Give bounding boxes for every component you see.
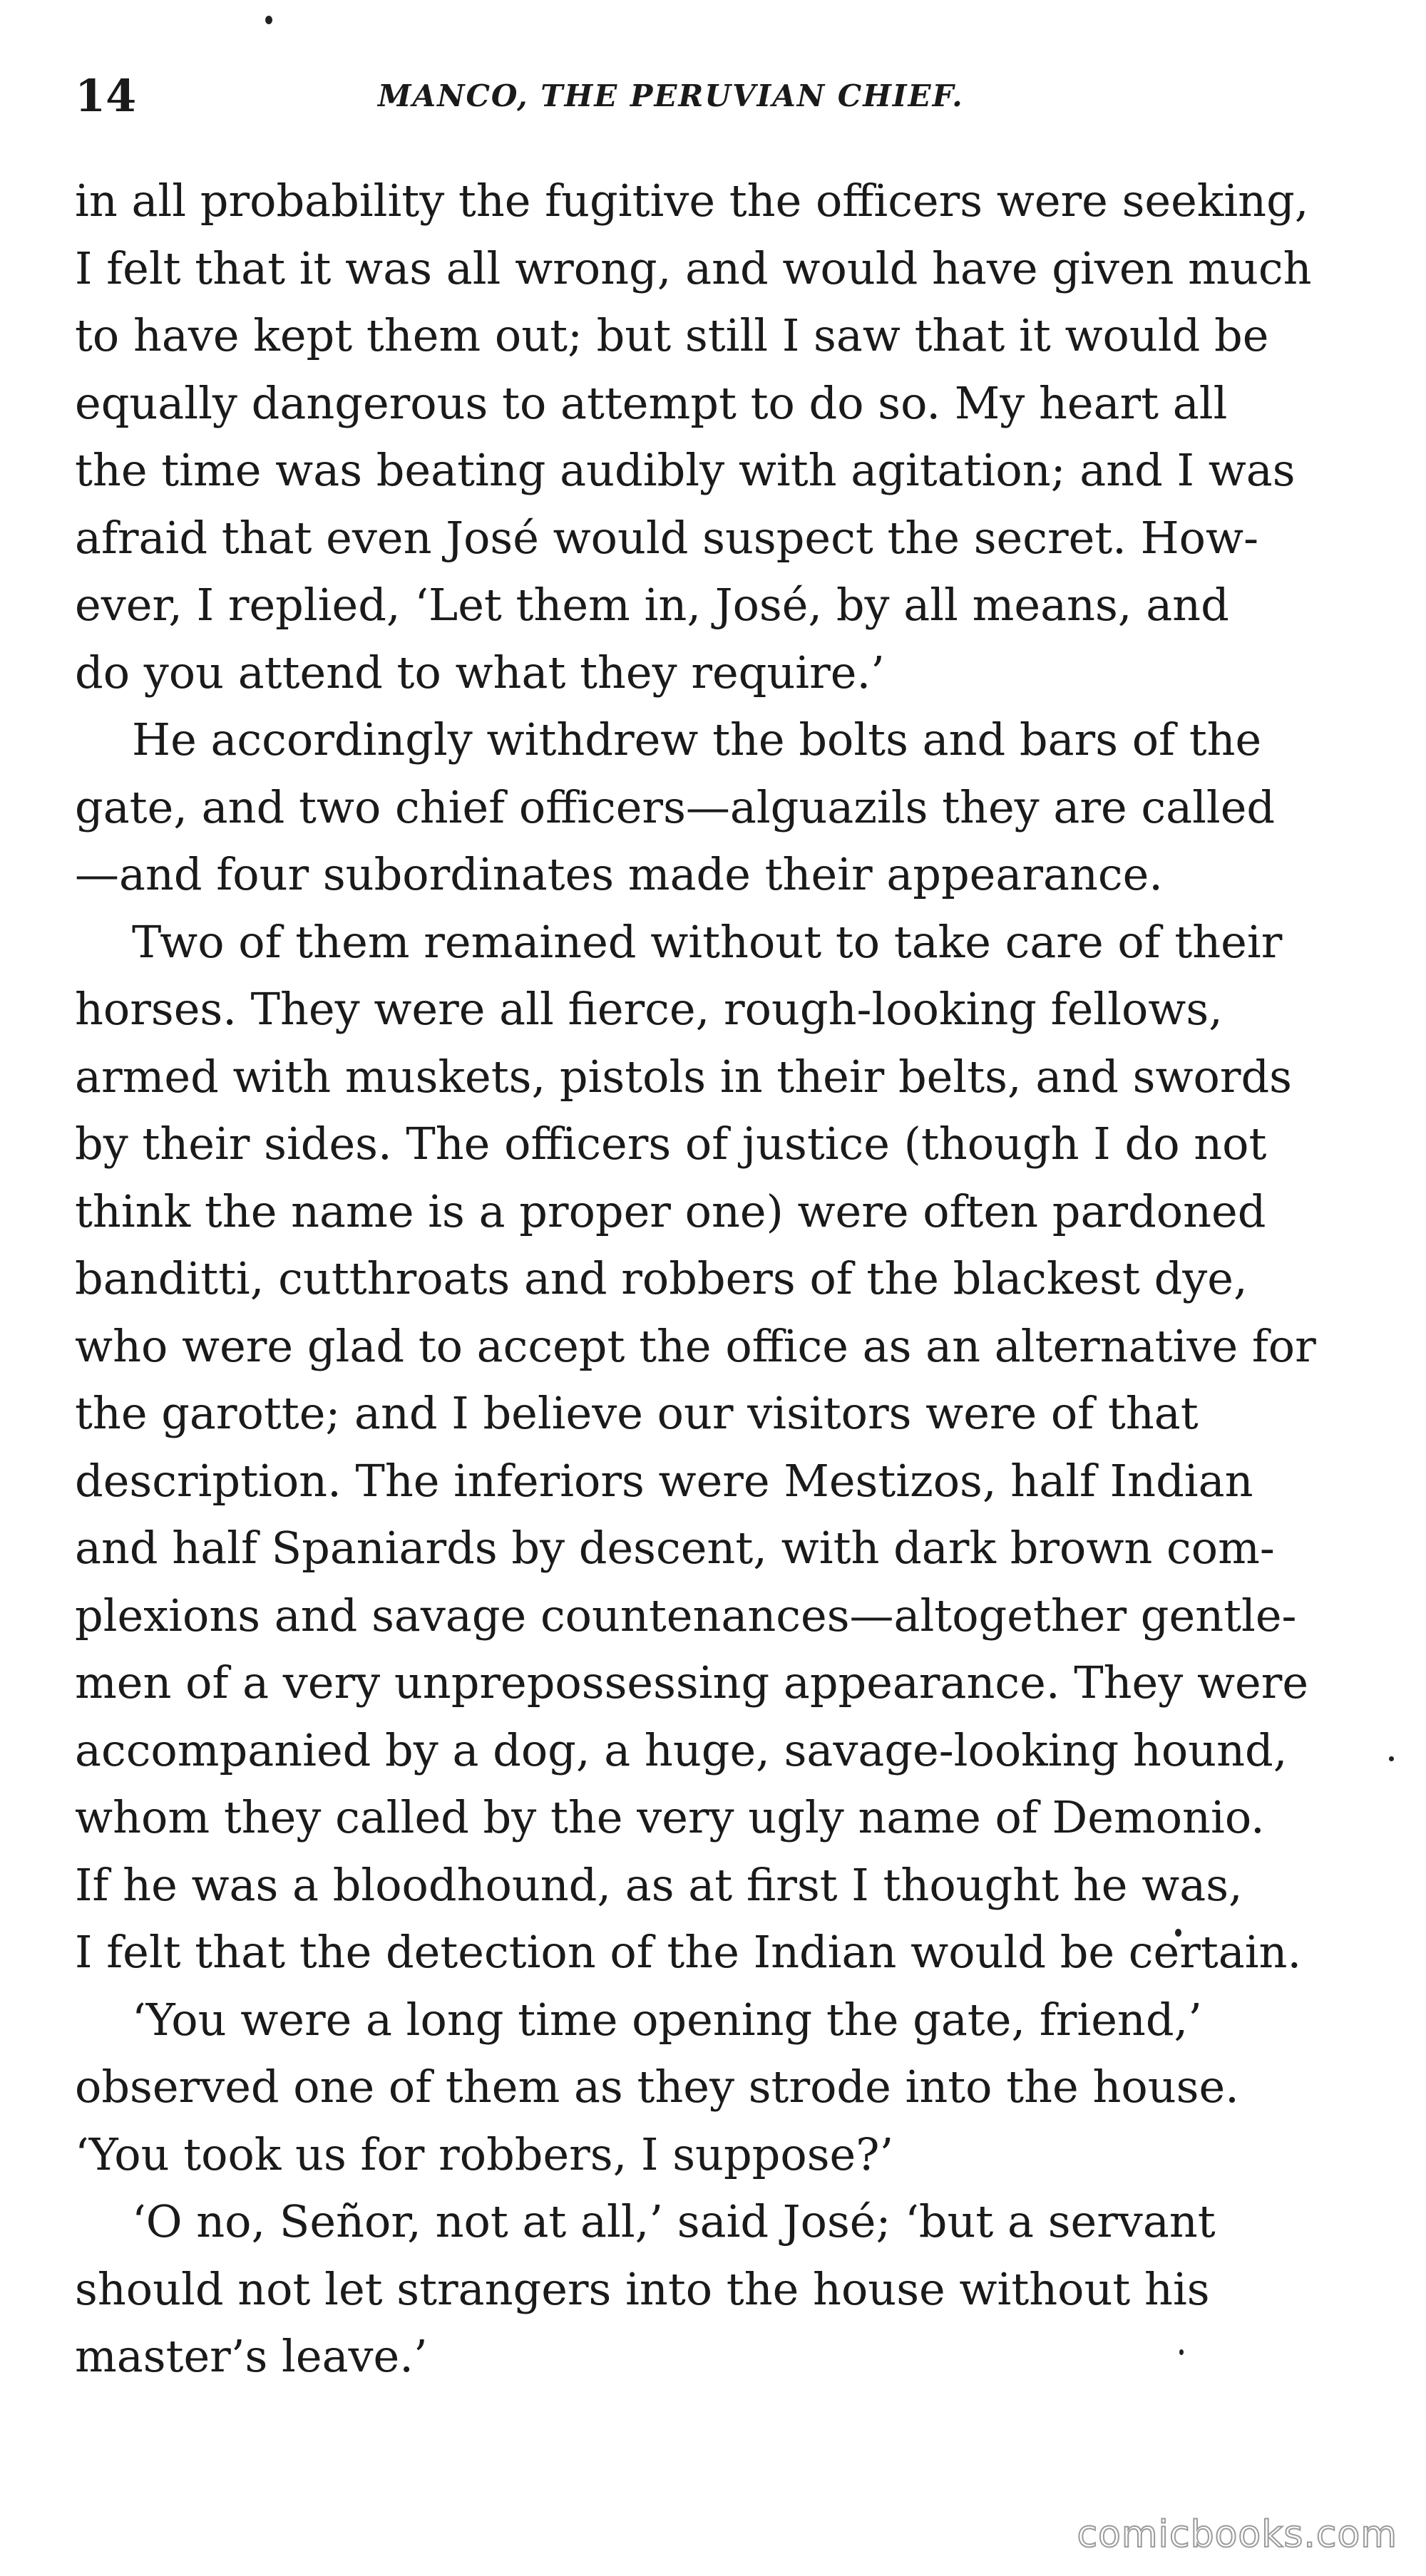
text-line: I felt that the detection of the Indian would be certain. [75,1926,1302,1978]
running-title: MANCO, THE PERUVIAN CHIEF. [378,78,964,113]
text-line: who were glad to accept the office as an alternative for [75,1319,1316,1372]
text-line: plexions and savage countenances—altogether gentle- [75,1589,1297,1642]
text-line: I felt that it was all wrong, and would have given much [75,242,1312,294]
text-line: ‘You took us for robbers, I suppose?’ [75,2128,894,2180]
paragraph-start-line: ‘O no, Señor, not at all,’ said José; ‘but a servant [132,2195,1216,2247]
ink-speck [1389,1756,1394,1761]
text-line: to have kept them out; but still I saw that it would be [75,309,1269,361]
text-line: —and four subordinates made their appearance. [75,848,1163,900]
text-line: men of a very unprepossessing appearance. They were [75,1657,1309,1709]
text-line: afraid that even José would suspect the secret. How- [75,511,1259,564]
text-line: think the name is a proper one) were often pardoned [75,1185,1266,1237]
paragraph-start-line: ‘You were a long time opening the gate, friend,’ [132,1993,1202,2046]
text-line: ever, I replied, ‘Let them in, José, by all means, and [75,579,1229,631]
running-head [75,64,1373,128]
watermark: comicbooks.com [1077,2513,1397,2556]
text-line: gate, and two chief officers—alguazils they are called [75,780,1276,833]
text-line: observed one of them as they strode into the house. [75,2061,1239,2113]
text-line: whom they called by the very ugly name of Demonio. [75,1791,1265,1843]
text-line: master’s leave.’ [75,2330,428,2382]
paragraph-start-line: He accordingly withdrew the bolts and bars of the [132,713,1262,766]
text-line: equally dangerous to attempt to do so. My heart all [75,376,1228,429]
text-line: do you attend to what they require.’ [75,646,885,699]
text-line: armed with muskets, pistols in their belts, and swords [75,1050,1292,1103]
page-number: 14 [75,70,137,122]
text-line: If he was a bloodhound, as at first I thought he was, [75,1858,1243,1911]
text-line: the garotte; and I believe our visitors were of that [75,1387,1199,1439]
paragraph-start-line: Two of them remained without to take care of their [132,915,1283,968]
text-line: banditti, cutthroats and robbers of the blackest dye, [75,1252,1248,1304]
text-line: should not let strangers into the house without his [75,2262,1210,2315]
ink-speck [265,16,272,24]
text-line: the time was beating audibly with agitation; and I was [75,444,1296,496]
text-line: horses. They were all fierce, rough-looking fellows, [75,983,1223,1035]
text-line: description. The inferiors were Mestizos, half Indian [75,1454,1253,1507]
text-line: and half Spaniards by descent, with dark brown com- [75,1522,1275,1574]
text-line: in all probability the fugitive the officers were seeking, [75,175,1309,227]
text-line: accompanied by a dog, a huge, savage-looking hound, [75,1724,1288,1776]
text-line: by their sides. The officers of justice (though I do not [75,1118,1267,1170]
body-text [75,168,1369,2391]
